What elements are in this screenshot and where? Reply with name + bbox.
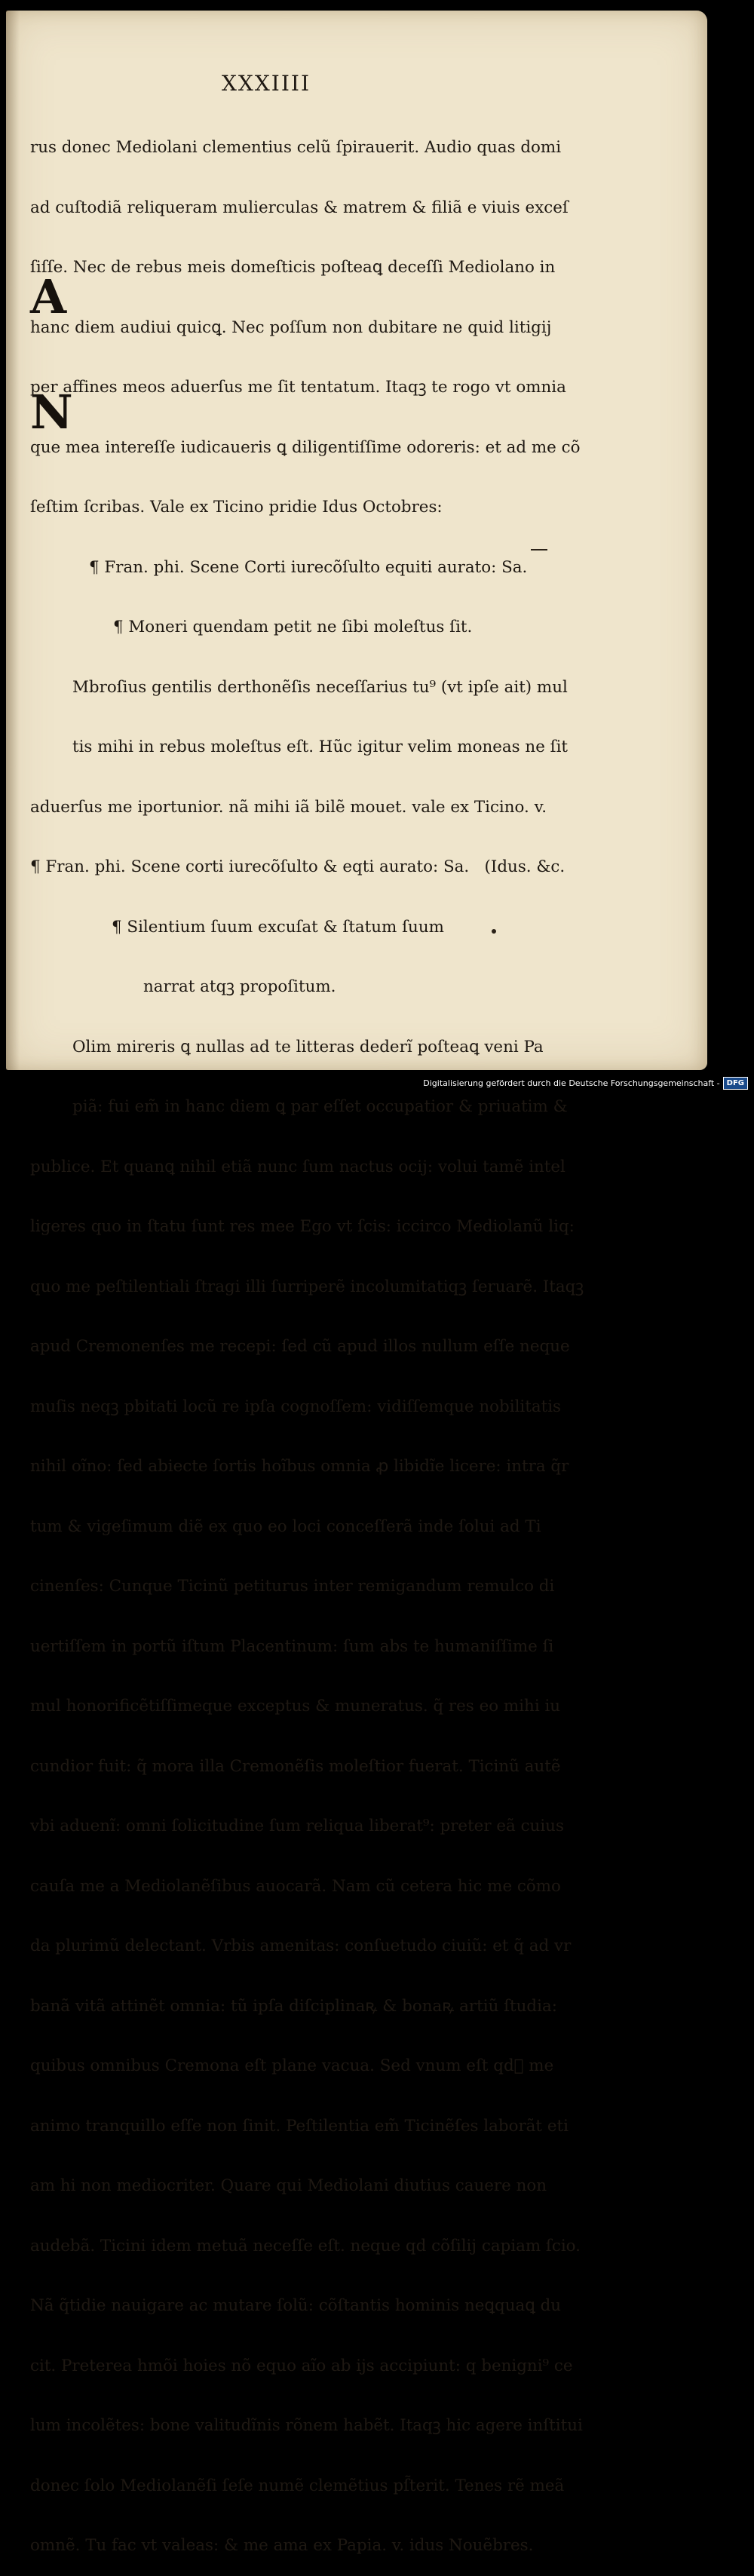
letter-heading: ¶ Fran. phi. Scene corti iurecõſulto & eqti aurato: Sa. (Idus. &c. (30, 857, 566, 876)
text-line: vbi aduenĩ: omni ſolicitudine ſum reliqua liberat⁹: preter eã cuius (30, 1817, 564, 1835)
letter-summary: narrat atqꝫ propoſitum. (143, 977, 336, 996)
letter-summary: ¶ Moneri quendam petit ne ſibi moleſtus ſit. (113, 618, 473, 636)
dfg-logo-icon: DFG (723, 1077, 748, 1090)
text-line: cit. Preterea hmõi hoies nõ equo aĩo ab ijs accipiunt: q benigni⁹ ce (30, 2356, 573, 2375)
text-line: donec ſolo Mediolanẽſi ſeſe numẽ clemẽtius pſ̃terit. Tenes rẽ meã (30, 2476, 565, 2495)
text-line: publice. Et quanꝗ nihil etiã nunc ſum nactus ocij: volui tamẽ intel (30, 1157, 566, 1176)
text-line: ſiſſe. Nec de rebus meis domeſticis poſteaꝗ deceſſi Mediolano in (30, 258, 556, 277)
text-line: ligeres quo in ſtatu ſunt res mee Ego vt ſcis: iccirco Mediolanũ liq: (30, 1217, 575, 1236)
dropcap-n: N (30, 385, 73, 440)
text-line: da plurimũ delectant. Vrbis amenitas: conſuetudo ciuiũ: et q̃ ad vr (30, 1937, 572, 1955)
digitization-credit (423, 1075, 748, 1090)
text-line: am hi non mediocriter. Quare qui Mediolani diutius cauere non (30, 2176, 547, 2195)
text-line: hanc diem audiui quicꝗ. Nec poſſum non dubitare ne quid litigij (30, 317, 552, 337)
text-line: per affines meos aduerſus me ſit tentatum. Itaqꝫ te rogo vt omnia (30, 378, 566, 397)
text-line: apud Cremonenſes me recepi: ſed cũ apud illos nullum eſſe neque (30, 1337, 570, 1356)
text-line: animo tranquillo eſſe non ſinit. Peſtilentia em̃ Ticinẽſes laborãt eti (30, 2116, 569, 2136)
text-line: cinenſes: Cunque Ticinũ petiturus inter remigandum remulco di (30, 1577, 555, 1596)
text-line: ad cuſtodiã reliqueram mulierculas & matrem & filiã e viuis exceſ (30, 198, 569, 217)
text-line: lum incolẽtes: bone valitudĩnis rõnem habẽt. Itaqꝫ hic agere inſtitui (30, 2416, 583, 2435)
text-line: cauſa me a Mediolanẽſibus auocarã. Nam cũ cetera hic me cõmo (30, 1876, 561, 1896)
text-line: mul honorificẽtiſſimeque exceptus & muneratus. q̃ res eo mihi iu (30, 1697, 561, 1716)
text-line: cundior fuit: q̃ mora illa Cremonẽſis moleſtior fuerat. Ticinũ autẽ (30, 1756, 561, 1776)
text-line: Mbroſius gentilis derthonẽſis neceſſarius tu⁹ (vt ipſe ait) mul (72, 677, 568, 697)
text-line: banã vitã attinẽt omnia: tũ ipſa diſciplinaꝶ & bonaꝶ artiũ ſtudia: (30, 1996, 557, 2016)
text-line: piã: fui em̃ in hanc diem ꝗ par eſſet occupatior & priuatim & (72, 1097, 568, 1116)
text-line: omnẽ. Tu fac vt valeas: & me ama ex Papia. v. idus Nouẽbres. (30, 2536, 534, 2555)
text-line: ſeſtim ſcribas. Vale ex Ticino pridie Idus Octobres: (30, 498, 443, 517)
folio-number: XXXIIII (221, 71, 311, 96)
text-line: quibus omnibus Cremona eſt plane vacua. Sed vnum eſt qd᷑ me (30, 2056, 554, 2075)
dropcap-a: A (30, 269, 67, 324)
ink-dot (492, 929, 496, 934)
text-line: muſis neqꝫ pbitati locũ re ipſa cognoſſem: vidiſſemque nobilitatis (30, 1397, 562, 1416)
text-line: quo me peſtilentiali ſtragi illi ſurriperẽ incolumitatiqꝫ ſeruarẽ. Itaqꝫ (30, 1277, 584, 1296)
letter-summary: ¶ Silentium ſuum excuſat & ſtatum ſuum (112, 917, 444, 937)
text-line: audebã. Ticini idem metuã neceſſe eſt. neque qd cõſilij capiam ſcio. (30, 2236, 581, 2256)
text-line: uertiſſem in portũ iſtum Placentinum: ſum abs te humaniſſime ſi (30, 1636, 554, 1656)
text-line: aduerſus me iportunior. nã mihi iã bilẽ mouet. vale ex Ticino. v. (30, 797, 547, 817)
text-line: Nã q̃tidie nauigare ac mutare ſolũ: cõſtantis hominis neꝗquaꝗ du (30, 2296, 562, 2315)
page-gutter-shadow (6, 11, 20, 1070)
text-line: tis mihi in rebus moleſtus eſt. Hũc igitur velim moneas ne ſit (72, 738, 569, 756)
margin-mark (531, 549, 547, 550)
letter-heading: ¶ Fran. phi. Scene Corti iurecõſulto equiti aurato: Sa. (89, 557, 528, 577)
credit-text: Digitalisierung gefördert durch die Deutsche Forschungsgemeinschaft - (423, 1078, 720, 1088)
text-line: tum & vigeſimum diẽ ex quo eo loci conceſſerã inde ſolui ad Ti (30, 1516, 541, 1536)
text-line: rus donec Mediolani clementius celũ ſpirauerit. Audio quas domi (30, 138, 562, 157)
text-line: nihil oĩno: ſed abiecte ſortis hoĩbus omnia ꝓ libidĩe licere: intra q̃r (30, 1457, 569, 1476)
text-line: que mea intereſſe iudicaueris ꝗ diligentiſſime odoreris: et ad me cõ (30, 437, 581, 457)
text-line: Olim mireris ꝗ nullas ad te litteras dederĩ poſteaꝗ veni Pa (72, 1037, 544, 1056)
